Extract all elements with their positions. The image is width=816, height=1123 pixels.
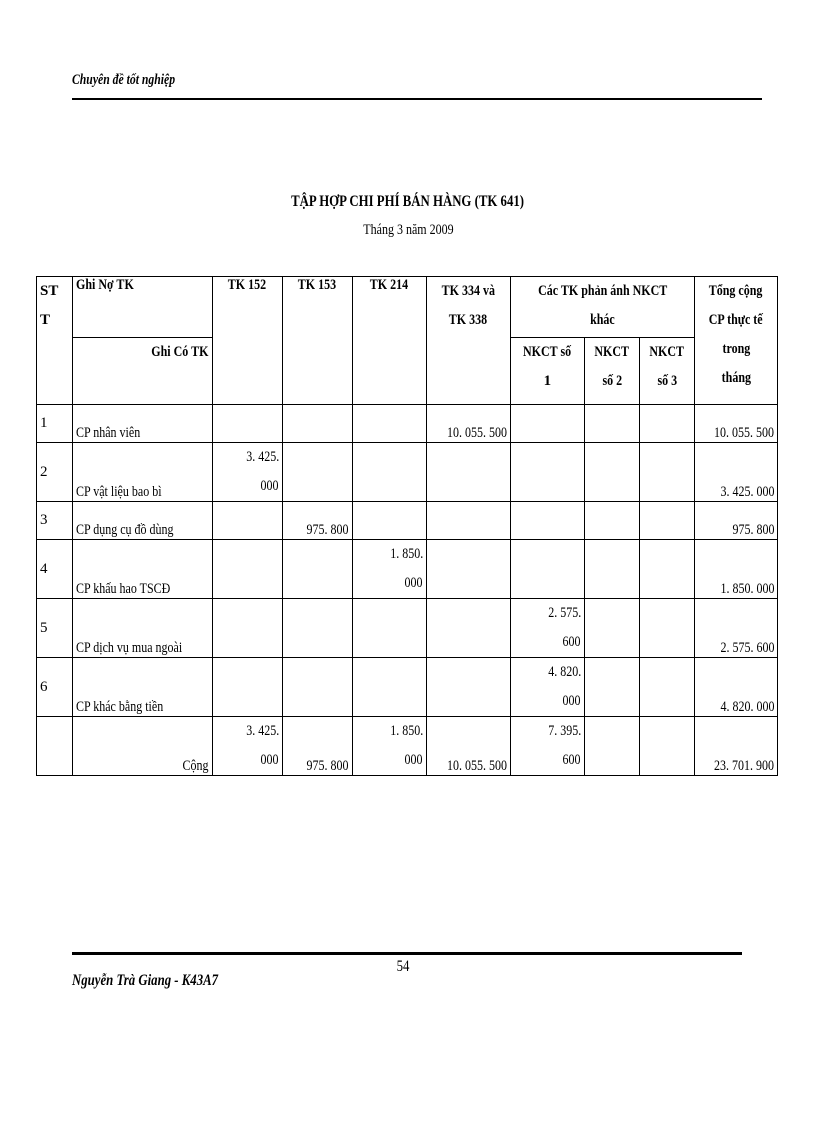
- header-tk334: TK 334 và TK 338: [426, 277, 510, 405]
- table-row: 1 CP nhân viên 10. 055. 500 10. 055. 500: [37, 405, 778, 443]
- table-row: 6 CP khác bằng tiền 4. 820. 000 4. 820. 000: [37, 658, 778, 717]
- footer-rule: [72, 952, 742, 955]
- table-row: 3 CP dụng cụ đồ dùng 975. 800 975. 800: [37, 502, 778, 540]
- header-nkct-group: Các TK phản ánh NKCT khác: [510, 277, 694, 338]
- header-total: Tổng cộng CP thực tế trong tháng: [694, 277, 777, 405]
- header-title: Chuyên đề tốt nghiệp: [72, 72, 176, 88]
- table-row: 5 CP dịch vụ mua ngoài 2. 575. 600 2. 575. 600: [37, 599, 778, 658]
- document-title: TẬP HỢP CHI PHÍ BÁN HÀNG (TK 641): [291, 193, 525, 210]
- footer-author: Nguyễn Trà Giang - K43A7: [72, 972, 219, 989]
- header-stt: ST T: [37, 277, 73, 405]
- header-tk152: TK 152: [212, 277, 282, 405]
- document-subtitle: Tháng 3 năm 2009: [362, 222, 454, 238]
- table-total-row: Cộng 3. 425. 000 975. 800 1. 850. 000 10. 055. 500 7. 395. 600 23. 701. 900: [37, 717, 778, 776]
- header-ghi-no: Ghi Nợ TK: [73, 277, 213, 338]
- expense-table: [36, 276, 778, 776]
- header-nkct1: NKCT số 1: [510, 338, 584, 405]
- page-number: 54: [396, 958, 410, 975]
- header-nkct2: NKCT số 2: [584, 338, 639, 405]
- header-ghi-co: Ghi Có TK: [73, 338, 213, 405]
- table-row: 2 CP vật liệu bao bì 3. 425. 000 3. 425. 000: [37, 443, 778, 502]
- header-nkct3: NKCT số 3: [639, 338, 694, 405]
- table-row: 4 CP khấu hao TSCĐ 1. 850. 000 1. 850. 000: [37, 540, 778, 599]
- header-rule: [72, 98, 762, 100]
- header-tk214: TK 214: [352, 277, 426, 405]
- header-tk153: TK 153: [282, 277, 352, 405]
- page-header: [72, 72, 762, 89]
